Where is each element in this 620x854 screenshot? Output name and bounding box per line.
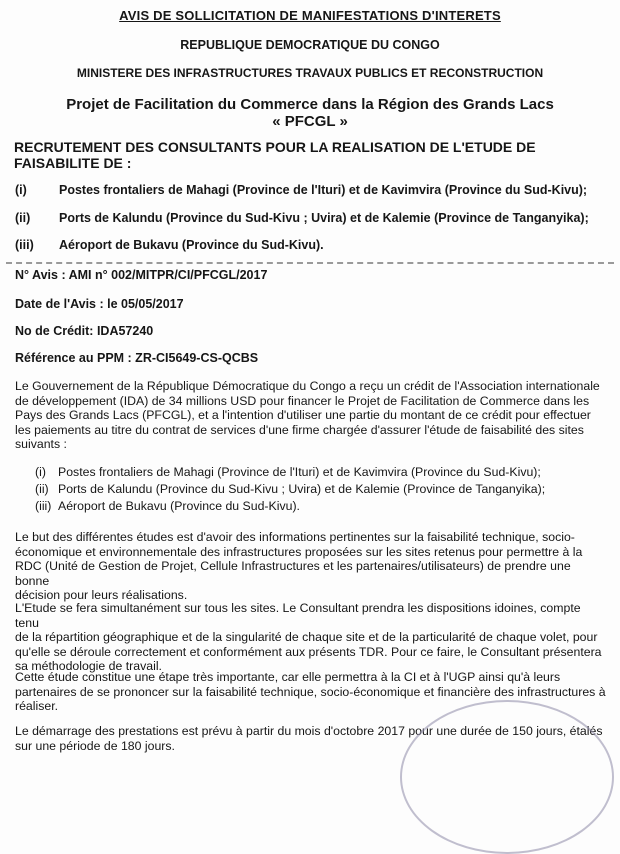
credit-number: No de Crédit: IDA57240 (15, 324, 154, 338)
item-text: Ports de Kalundu (Province du Sud-Kivu ; Uvira) et de Kalemie (Province de Tanganyika); (58, 482, 546, 496)
recruitment-item (15, 238, 610, 252)
text-line: partenaires de se prononcer sur la faisabilité technique, socio-économique et financière des infrastructures à (15, 684, 606, 699)
item-number: (iii) (15, 238, 34, 252)
text-line: qu'elle se déroule correctement et conformément aux présents TDR. Pour ce faire, le Consultant présentera (15, 644, 602, 659)
text-line: les paiements au titre du contrat de services d'une firme chargée d'assurer l'étude de faisabilité des sites (15, 422, 584, 437)
official-stamp (400, 700, 614, 854)
text-line: de développement (IDA) de 34 millions USD pour financer le Projet de Facilitation de Commerce dans les (15, 393, 590, 408)
notice-number: N° Avis : AMI n° 002/MITPR/CI/PFCGL/2017 (15, 268, 268, 282)
text-line: de la répartition géographique et de la singularité de chaque site et de la particularité de chaque volet, pour (15, 630, 598, 645)
site-item (35, 499, 300, 513)
item-text: Postes frontaliers de Mahagi (Province de l'Ituri) et de Kavimvira (Province du Sud-Kivu); (59, 183, 588, 197)
recruitment-heading-line2: FAISABILITE DE : (14, 155, 132, 171)
recruitment-heading-line1: RECRUTEMENT DES CONSULTANTS POUR LA REALISATION DE L'ETUDE DE (14, 139, 536, 155)
ppm-reference: Référence au PPM : ZR-CI5649-CS-QCBS (15, 351, 259, 365)
text-line: sur une période de 180 jours. (15, 738, 175, 753)
recruitment-item (15, 211, 610, 225)
item-number: (ii) (15, 211, 31, 225)
ministry-name: MINISTERE DES INFRASTRUCTURES TRAVAUX PUBLICS ET RECONSTRUCTION (76, 66, 544, 80)
text-line: décision pour leurs réalisations. (15, 588, 188, 603)
text-line: L'Etude se fera simultanément sur tous les sites. Le Consultant prendra les dispositions idoines, compte tenu (15, 601, 581, 630)
country-name: REPUBLIQUE DEMOCRATIQUE DU CONGO (180, 38, 440, 52)
text-line: économique et environnementale des infrastructures proposées sur les sites retenus pour permettre à la (15, 544, 583, 559)
text-line: Le but des différentes études est d'avoir des informations pertinentes sur la faisabilité technique, socio- (15, 530, 575, 544)
text-line: Pays des Grands Lacs (PFCGL), et a l'intention d'utiliser une partie du montant de ce crédit pour effectuer (15, 408, 591, 423)
paragraph-purpose (15, 530, 607, 603)
paragraph-method (15, 601, 607, 674)
text-line: suivants : (15, 437, 67, 452)
project-title (0, 96, 620, 130)
item-text: Aéroport de Bukavu (Province du Sud-Kivu). (59, 238, 324, 252)
text-line: Le Gouvernement de la République Démocratique du Congo a reçu un crédit de l'Association internationale (15, 379, 600, 393)
item-number: (iii) (35, 499, 52, 513)
item-text: Ports de Kalundu (Province du Sud-Kivu ; Uvira) et de Kalemie (Province de Tanganyika); (59, 211, 589, 225)
text-line: Cette étude constitue une étape très importante, car elle permettra à la CI et à l'UGP ainsi qu'à leurs (15, 670, 561, 684)
site-item (35, 465, 541, 479)
recruitment-item (15, 183, 610, 197)
item-text: Postes frontaliers de Mahagi (Province de l'Ituri) et de Kavimvira (Province du Sud-Kivu); (58, 465, 541, 479)
item-number: (i) (35, 465, 46, 479)
text-line: Le démarrage des prestations est prévu à partir du mois d'octobre 2017 pour une durée de 150 jours, étalés (15, 724, 603, 738)
text-line: réaliser. (15, 699, 59, 714)
item-number: (ii) (35, 482, 49, 496)
text-line: sa méthodologie de travail. (15, 659, 162, 674)
text-line: RDC (Unité de Gestion de Projet, Cellule Infrastructures et les partenaires/utilisateurs) de prendre une bonne (15, 559, 571, 588)
project-title-line1: Projet de Facilitation du Commerce dans la Région des Grands Lacs (66, 96, 554, 113)
notice-date: Date de l'Avis : le 05/05/2017 (15, 297, 184, 311)
item-number: (i) (15, 183, 27, 197)
scan-separator (6, 262, 614, 264)
site-item (35, 482, 545, 496)
notice-title: AVIS DE SOLLICITATION DE MANIFESTATIONS D'INTERETS (119, 8, 501, 23)
project-acronym: « PFCGL » (272, 113, 348, 130)
paragraph-financing (15, 379, 607, 452)
item-text: Aéroport de Bukavu (Province du Sud-Kivu). (58, 499, 300, 513)
recruitment-heading (14, 139, 574, 171)
